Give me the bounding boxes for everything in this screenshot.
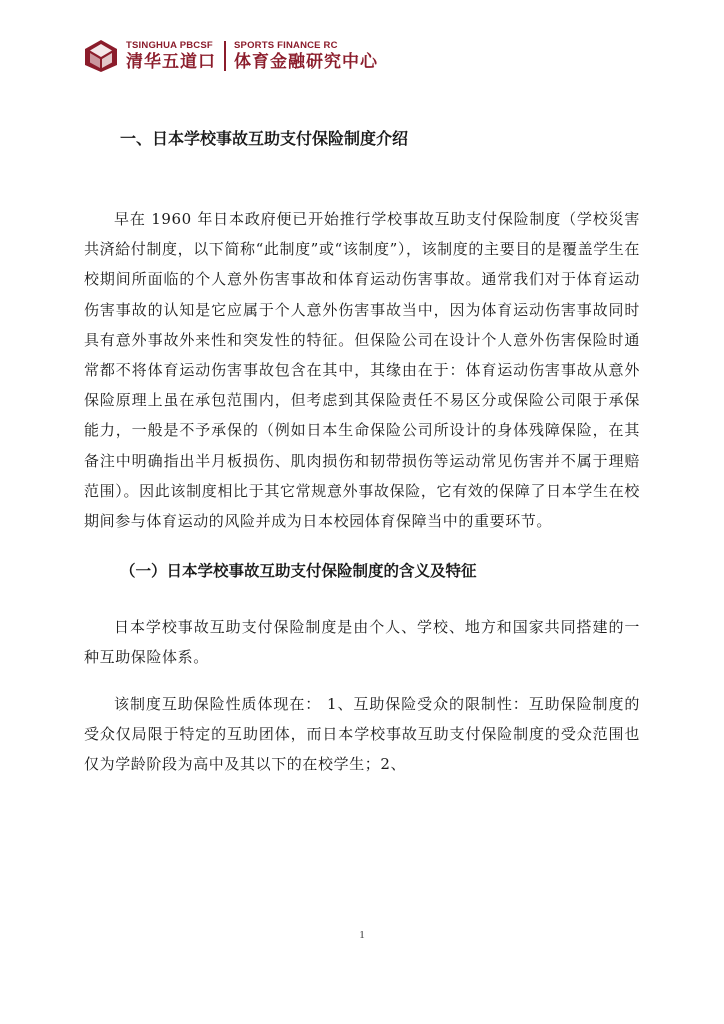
center-english-name: SPORTS FINANCE RC (234, 40, 338, 52)
center-name (234, 41, 378, 71)
logo-text (126, 41, 216, 71)
page-header (84, 36, 378, 76)
logo-chinese-name: 清华五道口 (126, 51, 216, 72)
paragraph: 日本学校事故互助支付保险制度是由个人、学校、地方和国家共同搭建的一种互助保险体系。 (84, 618, 640, 667)
header-divider (224, 41, 226, 71)
subsection-title: （一）日本学校事故互助支付保险制度的含义及特征 (120, 562, 477, 581)
paragraph: 早在 1960 年日本政府便已开始推行学校事故互助支付保险制度（学校災害共済給付制度，以下简称“此制度”或“该制度”），该制度的主要目的是覆盖学生在校期间所面临的个人意外伤害事故和体育运动伤害事故。通常我们对于体育运动伤害事故的认知是它应属于个人意外伤害事故当中，因为体育运动伤害事故同时具有意外事故外来性和突发性的特征。但保险公司在设计个人意外伤害保险时通常都不将体育运动伤害事故包含在其中，其缘由在于：体育运动伤害事故从意外保险原理上虽在承包范围内，但考虑到其保险责任不易区分或保险公司限于承保能力，一般是不予承保的（例如日本生命保险公司所设计的身体残障保险，在其备注中明确指出半月板损伤、肌肉损伤和韧带损伤等运动常见伤害并不属于理赔范围）。因此该制度相比于其它常规意外事故保险，它有效的保障了日本学生在校期间参与体育运动的风险并成为日本校园体育保障当中的重要环节。 (84, 210, 640, 531)
tsinghua-pbcsf-logo-icon (84, 39, 118, 73)
document-body (84, 124, 640, 779)
center-chinese-name: 体育金融研究中心 (234, 51, 378, 72)
section-title: 一、日本学校事故互助支付保险制度介绍 (120, 129, 409, 148)
paragraph: 该制度互助保险性质体现在： 1、互助保险受众的限制性：互助保险制度的受众仅局限于特定的互助团体，而日本学校事故互助支付保险制度的受众范围也仅为学龄阶段为高中及其以下的在校学生；2、 (84, 694, 640, 774)
page-number: 1 (359, 929, 365, 941)
logo-english-name: TSINGHUA PBCSF (126, 40, 213, 52)
